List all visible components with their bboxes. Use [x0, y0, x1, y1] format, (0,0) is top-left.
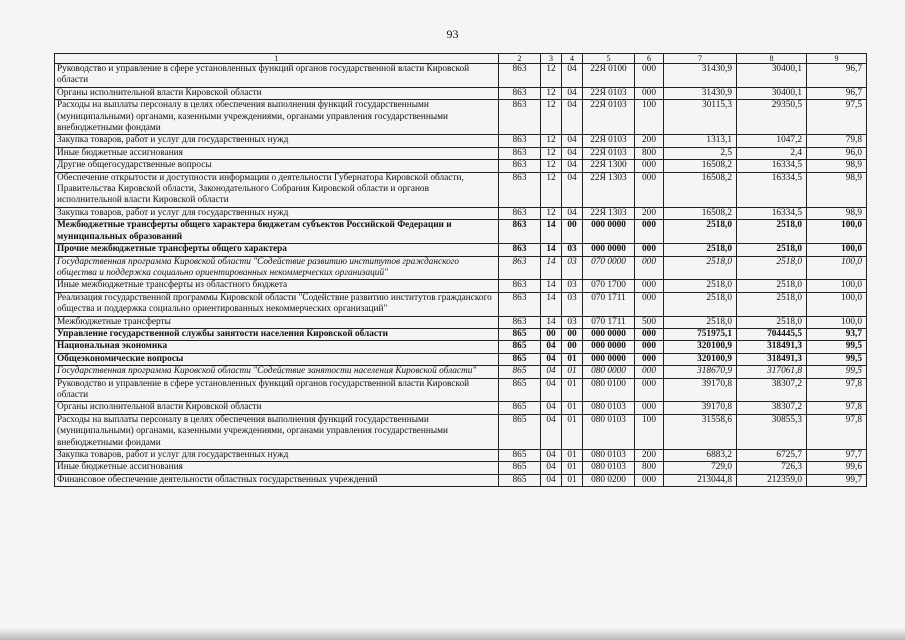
target-item-cell: 080 0100 — [583, 378, 635, 402]
executed-amount-cell: 704445,5 — [737, 328, 807, 340]
section-code-cell: 14 — [541, 244, 562, 256]
target-item-cell: 22Я 0103 — [583, 147, 635, 159]
planned-amount-cell: 39170,8 — [664, 378, 737, 402]
expense-type-cell: 200 — [635, 207, 664, 219]
table-row — [55, 378, 867, 402]
expense-type-cell: 800 — [635, 147, 664, 159]
planned-amount-cell: 16508,2 — [664, 207, 737, 219]
execution-percent-cell: 97,8 — [807, 414, 867, 449]
executed-amount-cell: 318491,3 — [737, 353, 807, 365]
planned-amount-cell: 318670,9 — [664, 366, 737, 378]
execution-percent-cell: 97,7 — [807, 450, 867, 462]
subsection-code-cell: 01 — [562, 450, 583, 462]
department-code-cell: 863 — [499, 244, 541, 256]
target-item-cell: 080 0200 — [583, 474, 635, 486]
subsection-code-cell: 03 — [562, 292, 583, 316]
expense-name-cell: Иные межбюджетные трансферты из областного бюджета — [55, 280, 499, 292]
expense-type-cell: 000 — [635, 160, 664, 172]
section-code-cell: 12 — [541, 64, 562, 88]
executed-amount-cell: 16334,5 — [737, 172, 807, 207]
planned-amount-cell: 16508,2 — [664, 160, 737, 172]
expense-name-cell: Закупка товаров, работ и услуг для государственных нужд — [55, 207, 499, 219]
expense-name-cell: Другие общегосударственные вопросы — [55, 160, 499, 172]
department-code-cell: 865 — [499, 341, 541, 353]
execution-percent-cell: 100,0 — [807, 220, 867, 244]
execution-percent-cell: 97,5 — [807, 100, 867, 135]
expense-name-cell: Межбюджетные трансферты общего характера бюджетам субъектов Российской Федерации и муниципальных образований — [55, 220, 499, 244]
department-code-cell: 863 — [499, 316, 541, 328]
department-code-cell: 865 — [499, 328, 541, 340]
department-code-cell: 863 — [499, 147, 541, 159]
table-row — [55, 280, 867, 292]
expense-type-cell: 500 — [635, 316, 664, 328]
department-code-cell: 863 — [499, 220, 541, 244]
department-code-cell: 865 — [499, 450, 541, 462]
executed-amount-cell: 2,4 — [737, 147, 807, 159]
section-code-cell: 12 — [541, 207, 562, 219]
executed-amount-cell: 2518,0 — [737, 316, 807, 328]
expense-type-cell: 100 — [635, 100, 664, 135]
target-item-cell: 22Я 0103 — [583, 135, 635, 147]
department-code-cell: 865 — [499, 353, 541, 365]
section-code-cell: 04 — [541, 474, 562, 486]
department-code-cell: 865 — [499, 366, 541, 378]
execution-percent-cell: 98,9 — [807, 207, 867, 219]
expense-name-cell: Финансовое обеспечение деятельности областных государственных учреждений — [55, 474, 499, 486]
subsection-code-cell: 03 — [562, 280, 583, 292]
executed-amount-cell: 2518,0 — [737, 292, 807, 316]
table-row — [55, 207, 867, 219]
execution-percent-cell: 99,6 — [807, 462, 867, 474]
department-code-cell: 863 — [499, 135, 541, 147]
table-row — [55, 353, 867, 365]
table-row — [55, 172, 867, 207]
section-code-cell: 12 — [541, 100, 562, 135]
execution-percent-cell: 96,7 — [807, 64, 867, 88]
planned-amount-cell: 320100,9 — [664, 353, 737, 365]
expense-name-cell: Закупка товаров, работ и услуг для государственных нужд — [55, 450, 499, 462]
executed-amount-cell: 30400,1 — [737, 64, 807, 88]
planned-amount-cell: 2,5 — [664, 147, 737, 159]
department-code-cell: 865 — [499, 378, 541, 402]
subsection-code-cell: 00 — [562, 328, 583, 340]
executed-amount-cell: 726,3 — [737, 462, 807, 474]
target-item-cell: 080 0103 — [583, 414, 635, 449]
expense-type-cell: 000 — [635, 366, 664, 378]
planned-amount-cell: 30115,3 — [664, 100, 737, 135]
column-header: 4 — [562, 54, 583, 64]
section-code-cell: 04 — [541, 366, 562, 378]
target-item-cell: 080 0000 — [583, 366, 635, 378]
execution-percent-cell: 96,0 — [807, 147, 867, 159]
expense-name-cell: Иные бюджетные ассигнования — [55, 147, 499, 159]
expense-type-cell: 200 — [635, 450, 664, 462]
column-header: 7 — [664, 54, 737, 64]
subsection-code-cell: 01 — [562, 378, 583, 402]
planned-amount-cell: 6883,2 — [664, 450, 737, 462]
section-code-cell: 12 — [541, 147, 562, 159]
section-code-cell: 04 — [541, 353, 562, 365]
execution-percent-cell: 79,8 — [807, 135, 867, 147]
planned-amount-cell: 1313,1 — [664, 135, 737, 147]
expense-type-cell: 000 — [635, 292, 664, 316]
table-row — [55, 292, 867, 316]
target-item-cell: 080 0103 — [583, 402, 635, 414]
execution-percent-cell: 99,5 — [807, 366, 867, 378]
subsection-code-cell: 04 — [562, 87, 583, 99]
target-item-cell: 000 0000 — [583, 244, 635, 256]
target-item-cell: 000 0000 — [583, 353, 635, 365]
column-header: 2 — [499, 54, 541, 64]
table-row — [55, 328, 867, 340]
table-row — [55, 366, 867, 378]
department-code-cell: 863 — [499, 64, 541, 88]
expense-name-cell: Руководство и управление в сфере установленных функций органов государственной власти Кировской области — [55, 64, 499, 88]
subsection-code-cell: 01 — [562, 353, 583, 365]
table-row — [55, 160, 867, 172]
department-code-cell: 863 — [499, 207, 541, 219]
department-code-cell: 863 — [499, 280, 541, 292]
planned-amount-cell: 39170,8 — [664, 402, 737, 414]
column-header: 8 — [737, 54, 807, 64]
table-row — [55, 87, 867, 99]
department-code-cell: 863 — [499, 160, 541, 172]
expense-name-cell: Управление государственной службы занятости населения Кировской области — [55, 328, 499, 340]
execution-percent-cell: 100,0 — [807, 256, 867, 280]
expense-name-cell: Органы исполнительной власти Кировской области — [55, 402, 499, 414]
subsection-code-cell: 04 — [562, 172, 583, 207]
subsection-code-cell: 04 — [562, 100, 583, 135]
section-code-cell: 04 — [541, 414, 562, 449]
section-code-cell: 12 — [541, 135, 562, 147]
expense-type-cell: 000 — [635, 280, 664, 292]
table-row — [55, 220, 867, 244]
target-item-cell: 22Я 0100 — [583, 64, 635, 88]
section-code-cell: 14 — [541, 280, 562, 292]
execution-percent-cell: 97,8 — [807, 402, 867, 414]
execution-percent-cell: 100,0 — [807, 292, 867, 316]
execution-percent-cell: 100,0 — [807, 316, 867, 328]
table-row — [55, 341, 867, 353]
subsection-code-cell: 04 — [562, 147, 583, 159]
execution-percent-cell: 93,7 — [807, 328, 867, 340]
expense-type-cell: 000 — [635, 244, 664, 256]
table-row — [55, 256, 867, 280]
planned-amount-cell: 2518,0 — [664, 220, 737, 244]
subsection-code-cell: 04 — [562, 207, 583, 219]
expense-type-cell: 000 — [635, 87, 664, 99]
executed-amount-cell: 212359,0 — [737, 474, 807, 486]
expense-type-cell: 000 — [635, 256, 664, 280]
expense-name-cell: Органы исполнительной власти Кировской области — [55, 87, 499, 99]
executed-amount-cell: 16334,5 — [737, 207, 807, 219]
subsection-code-cell: 01 — [562, 462, 583, 474]
section-code-cell: 04 — [541, 341, 562, 353]
table-row — [55, 64, 867, 88]
table-row — [55, 474, 867, 486]
execution-percent-cell: 99,7 — [807, 474, 867, 486]
expense-type-cell: 000 — [635, 378, 664, 402]
expense-name-cell: Государственная программа Кировской области "Содействие развитию институтов гражданского общества и поддержка социально ориентированных некоммерческих организаций" — [55, 256, 499, 280]
column-header: 6 — [635, 54, 664, 64]
planned-amount-cell: 2518,0 — [664, 256, 737, 280]
expense-name-cell: Национальная экономика — [55, 341, 499, 353]
table-row — [55, 462, 867, 474]
executed-amount-cell: 16334,5 — [737, 160, 807, 172]
subsection-code-cell: 00 — [562, 341, 583, 353]
target-item-cell: 070 1711 — [583, 292, 635, 316]
expense-name-cell: Государственная программа Кировской области "Содействие занятости населения Кировской области" — [55, 366, 499, 378]
subsection-code-cell: 04 — [562, 160, 583, 172]
executed-amount-cell: 30855,3 — [737, 414, 807, 449]
expense-type-cell: 000 — [635, 474, 664, 486]
subsection-code-cell: 01 — [562, 402, 583, 414]
column-header: 3 — [541, 54, 562, 64]
section-code-cell: 12 — [541, 160, 562, 172]
execution-percent-cell: 100,0 — [807, 244, 867, 256]
expense-type-cell: 000 — [635, 328, 664, 340]
subsection-code-cell: 01 — [562, 474, 583, 486]
target-item-cell: 080 0103 — [583, 462, 635, 474]
budget-table — [54, 53, 867, 487]
planned-amount-cell: 31430,9 — [664, 64, 737, 88]
planned-amount-cell: 729,0 — [664, 462, 737, 474]
executed-amount-cell: 38307,2 — [737, 402, 807, 414]
execution-percent-cell: 99,5 — [807, 341, 867, 353]
executed-amount-cell: 2518,0 — [737, 220, 807, 244]
executed-amount-cell: 29350,5 — [737, 100, 807, 135]
expense-name-cell: Закупка товаров, работ и услуг для государственных нужд — [55, 135, 499, 147]
expense-name-cell: Межбюджетные трансферты — [55, 316, 499, 328]
execution-percent-cell: 100,0 — [807, 280, 867, 292]
section-code-cell: 04 — [541, 402, 562, 414]
executed-amount-cell: 318491,3 — [737, 341, 807, 353]
target-item-cell: 000 0000 — [583, 341, 635, 353]
expense-name-cell: Общеэкономические вопросы — [55, 353, 499, 365]
department-code-cell: 863 — [499, 292, 541, 316]
target-item-cell: 22Я 1300 — [583, 160, 635, 172]
expense-type-cell: 000 — [635, 64, 664, 88]
planned-amount-cell: 320100,9 — [664, 341, 737, 353]
expense-type-cell: 000 — [635, 220, 664, 244]
expense-name-cell: Расходы на выплаты персоналу в целях обеспечения выполнения функций государственными (муниципальными) органами, казенными учреждениями, органами управления государственными внебюджетными фондами — [55, 100, 499, 135]
execution-percent-cell: 97,8 — [807, 378, 867, 402]
subsection-code-cell: 04 — [562, 135, 583, 147]
executed-amount-cell: 317061,8 — [737, 366, 807, 378]
table-row — [55, 244, 867, 256]
expense-name-cell: Прочие межбюджетные трансферты общего характера — [55, 244, 499, 256]
scan-edge-shadow — [0, 628, 905, 640]
executed-amount-cell: 30400,1 — [737, 87, 807, 99]
execution-percent-cell: 98,9 — [807, 160, 867, 172]
department-code-cell: 865 — [499, 414, 541, 449]
table-body — [55, 64, 867, 487]
subsection-code-cell: 00 — [562, 220, 583, 244]
section-code-cell: 12 — [541, 87, 562, 99]
expense-name-cell: Расходы на выплаты персоналу в целях обеспечения выполнения функций государственными (муниципальными) органами, казенными учреждениями, органами управления государственными внебюджетными фондами — [55, 414, 499, 449]
target-item-cell: 080 0103 — [583, 450, 635, 462]
target-item-cell: 070 1711 — [583, 316, 635, 328]
section-code-cell: 04 — [541, 450, 562, 462]
subsection-code-cell: 03 — [562, 316, 583, 328]
planned-amount-cell: 2518,0 — [664, 316, 737, 328]
section-code-cell: 14 — [541, 256, 562, 280]
expense-name-cell: Руководство и управление в сфере установленных функций органов государственной власти Кировской области — [55, 378, 499, 402]
column-header: 9 — [807, 54, 867, 64]
executed-amount-cell: 1047,2 — [737, 135, 807, 147]
planned-amount-cell: 31430,9 — [664, 87, 737, 99]
expense-type-cell: 800 — [635, 462, 664, 474]
subsection-code-cell: 03 — [562, 244, 583, 256]
planned-amount-cell: 31558,6 — [664, 414, 737, 449]
planned-amount-cell: 213044,8 — [664, 474, 737, 486]
department-code-cell: 863 — [499, 87, 541, 99]
department-code-cell: 865 — [499, 402, 541, 414]
target-item-cell: 22Я 1303 — [583, 172, 635, 207]
section-code-cell: 14 — [541, 292, 562, 316]
target-item-cell: 22Я 0103 — [583, 87, 635, 99]
department-code-cell: 865 — [499, 474, 541, 486]
subsection-code-cell: 04 — [562, 64, 583, 88]
expense-name-cell: Иные бюджетные ассигнования — [55, 462, 499, 474]
expense-type-cell: 200 — [635, 135, 664, 147]
executed-amount-cell: 6725,7 — [737, 450, 807, 462]
target-item-cell: 000 0000 — [583, 328, 635, 340]
subsection-code-cell: 01 — [562, 366, 583, 378]
section-code-cell: 14 — [541, 316, 562, 328]
planned-amount-cell: 2518,0 — [664, 244, 737, 256]
section-code-cell: 14 — [541, 220, 562, 244]
subsection-code-cell: 03 — [562, 256, 583, 280]
target-item-cell: 070 0000 — [583, 256, 635, 280]
section-code-cell: 04 — [541, 378, 562, 402]
target-item-cell: 22Я 1303 — [583, 207, 635, 219]
executed-amount-cell: 2518,0 — [737, 256, 807, 280]
page-number: 93 — [446, 27, 459, 41]
executed-amount-cell: 2518,0 — [737, 280, 807, 292]
executed-amount-cell: 38307,2 — [737, 378, 807, 402]
column-number-row — [55, 54, 867, 64]
department-code-cell: 863 — [499, 256, 541, 280]
section-code-cell: 12 — [541, 172, 562, 207]
planned-amount-cell: 751975,1 — [664, 328, 737, 340]
planned-amount-cell: 2518,0 — [664, 280, 737, 292]
table-row — [55, 147, 867, 159]
target-item-cell: 22Я 0103 — [583, 100, 635, 135]
execution-percent-cell: 98,9 — [807, 172, 867, 207]
table-row — [55, 402, 867, 414]
expense-type-cell: 100 — [635, 414, 664, 449]
target-item-cell: 070 1700 — [583, 280, 635, 292]
table-row — [55, 135, 867, 147]
subsection-code-cell: 01 — [562, 414, 583, 449]
column-header: 1 — [55, 54, 499, 64]
section-code-cell: 00 — [541, 328, 562, 340]
department-code-cell: 865 — [499, 462, 541, 474]
expense-type-cell: 000 — [635, 172, 664, 207]
planned-amount-cell: 16508,2 — [664, 172, 737, 207]
expense-type-cell: 000 — [635, 402, 664, 414]
table-row — [55, 414, 867, 449]
executed-amount-cell: 2518,0 — [737, 244, 807, 256]
execution-percent-cell: 96,7 — [807, 87, 867, 99]
table-row — [55, 100, 867, 135]
planned-amount-cell: 2518,0 — [664, 292, 737, 316]
department-code-cell: 863 — [499, 172, 541, 207]
table-row — [55, 450, 867, 462]
expense-type-cell: 000 — [635, 353, 664, 365]
column-header: 5 — [583, 54, 635, 64]
table-row — [55, 316, 867, 328]
expense-name-cell: Обеспечение открытости и доступности информации о деятельности Губернатора Кировской области, Правительства Кировской области, Законодательного Собрания Кировской области и органов исполнительной власти Кировской области — [55, 172, 499, 207]
department-code-cell: 863 — [499, 100, 541, 135]
target-item-cell: 000 0000 — [583, 220, 635, 244]
execution-percent-cell: 99,5 — [807, 353, 867, 365]
expense-name-cell: Реализация государственной программы Кировской области "Содействие развитию институтов гражданского общества и поддержка социально ориентированных некоммерческих организаций" — [55, 292, 499, 316]
expense-type-cell: 000 — [635, 341, 664, 353]
section-code-cell: 04 — [541, 462, 562, 474]
